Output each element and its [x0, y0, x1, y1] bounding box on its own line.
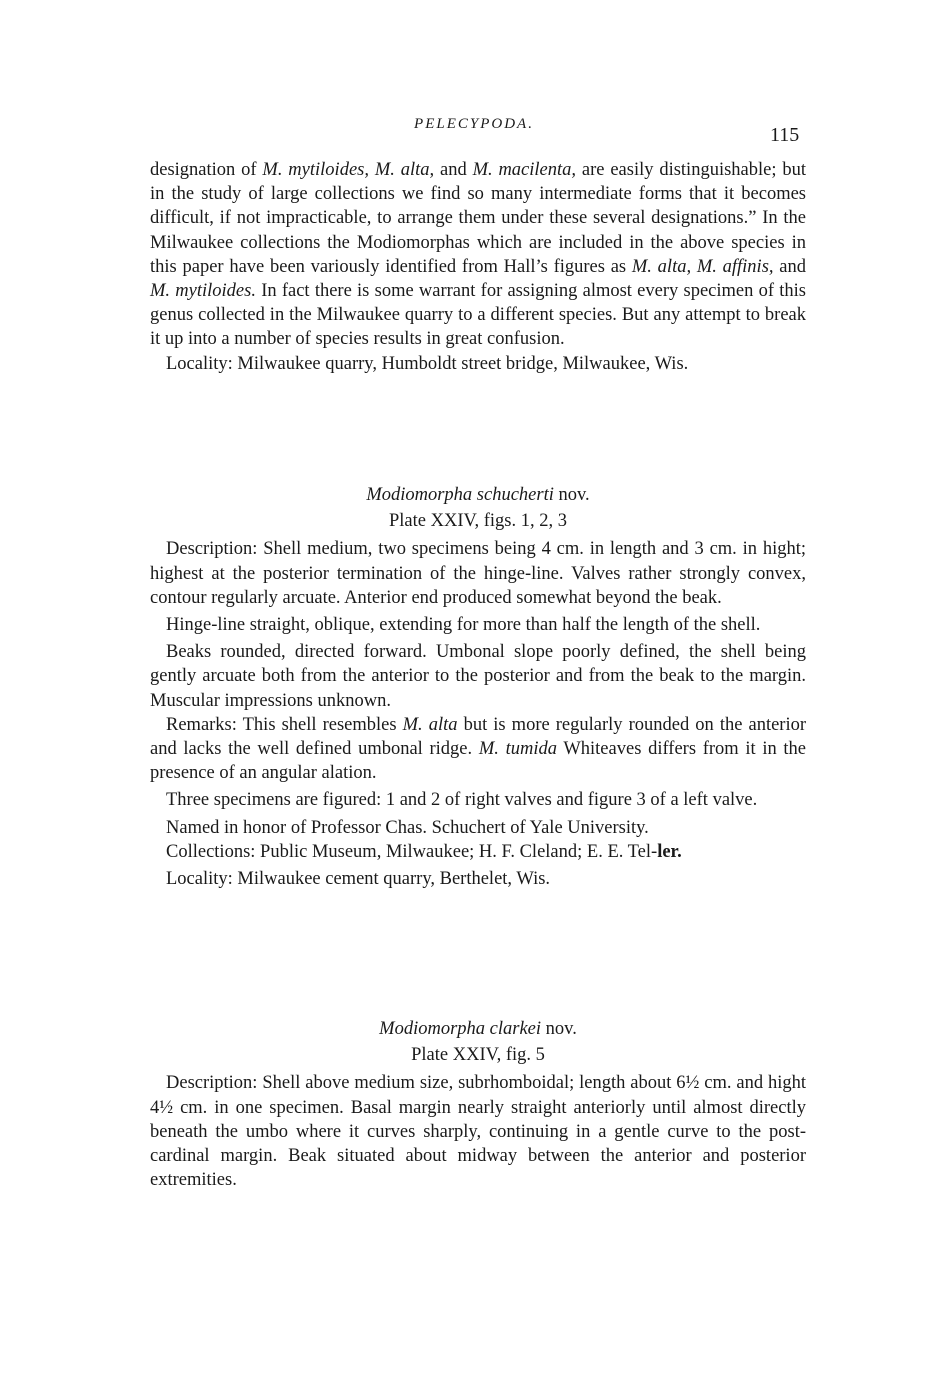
italic-text: M. tumida: [478, 739, 557, 760]
named-paragraph: Named in honor of Professor Chas. Schuchert of Yale University.: [166, 817, 649, 838]
intro-locality: Locality: Milwaukee quarry, Humboldt street bridge, Milwaukee, Wis.: [166, 353, 689, 374]
italic-text: M. mytiloides.: [150, 281, 256, 302]
locality-paragraph: Locality: Milwaukee cement quarry, Berthelet, Wis.: [166, 869, 551, 890]
beaks-paragraph: Beaks rounded, directed forward. Umbonal slope poorly defined, the shell being gently arcuate both from the anterior to the posterior and from the beak to the margin. Muscular impressions unknown.: [150, 642, 806, 711]
remarks-paragraph: Remarks: This shell resembles M. alta but is more regularly rounded on the anterior and lacks the well defined umbonal ridge. M. tumida Whiteaves differs from it in the presence of an angular alation.: [150, 714, 807, 784]
species-suffix: nov.: [553, 485, 590, 505]
species-name: Modiomorpha schucherti: [366, 485, 554, 505]
species-suffix: nov.: [541, 1019, 577, 1039]
italic-text: M. alta: [402, 714, 458, 735]
description-paragraph: Description: Shell above medium size, subrhomboidal; length about 6½ cm. and hight 4½ cm. in one specimen. Basal margin nearly straight anteriorly until almost directly beneath the umbo where it curves sharply, continuing in a gentle curve to the post-cardinal margin. Beak situated about midway between the anterior and posterior extremities.: [150, 1073, 806, 1191]
hinge-paragraph: Hinge-line straight, oblique, extending for more than half the length of the shell.: [166, 615, 761, 636]
italic-text: M. macilenta,: [472, 160, 577, 180]
intro-section: [150, 158, 806, 376]
italic-text: M. mytiloides, M. alta,: [262, 160, 435, 180]
plate-reference: Plate XXIV, fig. 5: [411, 1045, 545, 1066]
species-schucherti-section: [150, 483, 806, 891]
species-clarkei-section: [150, 1017, 806, 1192]
species-title: [150, 1017, 806, 1041]
collections-paragraph: Collections: Public Museum, Milwaukee; H. F. Cleland; E. E. Tel-ler.: [166, 841, 682, 862]
plate-reference: Plate XXIV, figs. 1, 2, 3: [389, 511, 567, 532]
page-number: 115: [770, 124, 800, 146]
running-title: PELECYPODA.: [414, 116, 534, 132]
intro-paragraph: designation of M. mytiloides, M. alta, and M. macilenta, are easily distinguishable; but in the study of large collections we find so many intermediate forms that it becomes difficult, if not impracticable, to arrange them under these several designations.” In the Milwaukee collections the Modiomorphas which are included in the above species in this paper have been variously identified from Hall’s figures as M. alta, M. affinis, and M. mytiloides. In fact there is some warrant for assigning almost every specimen of this genus collected in the Milwaukee quarry to a different species. But any attempt to break it up into a number of species results in great confusion.: [150, 160, 806, 350]
species-title: [150, 483, 806, 507]
description-paragraph: Description: Shell medium, two specimens being 4 cm. in length and 3 cm. in hight; highest at the posterior termination of the hinge-line. Valves rather strongly convex, contour regularly arcuate. Anterior end produced somewhat beyond the beak.: [150, 539, 806, 608]
figured-paragraph: Three specimens are figured: 1 and 2 of right valves and figure 3 of a left valve.: [166, 790, 758, 811]
italic-text: M. alta, M. affinis,: [631, 256, 774, 277]
bold-text: ler.: [657, 841, 682, 862]
species-name: Modiomorpha clarkei: [379, 1019, 542, 1039]
